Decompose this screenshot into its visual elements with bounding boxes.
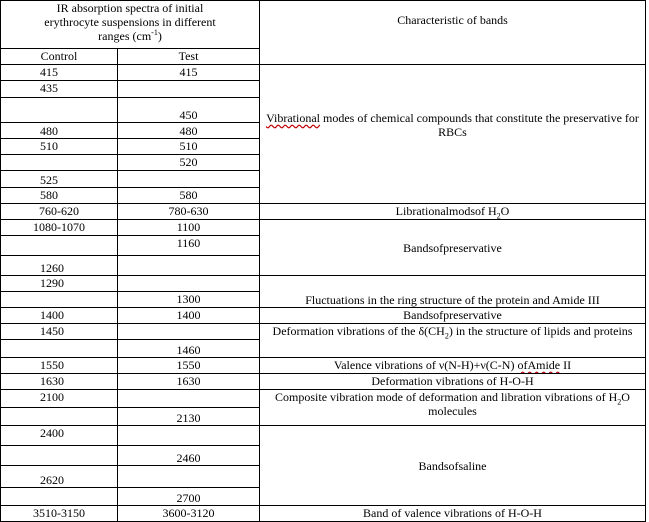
control-value: 1400	[1, 308, 118, 324]
characteristic-composite-vibration: Composite vibration mode of deformation and libration vibrations of $H_2O$ molecules	[260, 390, 646, 426]
control-value: 760-620	[1, 204, 118, 220]
test-value: 520	[118, 155, 260, 171]
table-row	[1, 506, 646, 522]
characteristic-valence-hoh: Band of valence vibrations of H-O-H	[260, 506, 646, 522]
spectra-title-line2: erythrocyte suspensions in different	[44, 15, 216, 29]
table-row	[1, 324, 646, 340]
test-value: 1160	[118, 236, 260, 256]
characteristic-bands-preservative: Bandsofpreservative	[260, 220, 646, 276]
characteristic-header: Characteristic of bands	[260, 1, 646, 65]
control-value	[1, 155, 118, 171]
control-value: 1290	[1, 276, 118, 292]
table-row	[1, 220, 646, 236]
test-value: 480	[118, 123, 260, 139]
control-value: 2400	[1, 426, 118, 446]
test-value: 1300	[118, 292, 260, 308]
table-row	[1, 204, 646, 220]
control-value: 2620	[1, 466, 118, 488]
control-value: 580	[1, 188, 118, 204]
control-value: 3510-3150	[1, 506, 118, 522]
table-row	[1, 65, 646, 81]
test-value: 1400	[118, 308, 260, 324]
characteristic-bands-preservative-2: Bandsofpreservative	[260, 308, 646, 324]
table-row	[1, 426, 646, 446]
spectra-header-cell	[1, 1, 260, 49]
test-value	[118, 324, 260, 340]
control-value: 2100	[1, 390, 118, 408]
test-value: 510	[118, 139, 260, 155]
table-row	[1, 390, 646, 408]
test-value	[118, 276, 260, 292]
control-value: 1260	[1, 256, 118, 276]
control-value: 1450	[1, 324, 118, 340]
control-value: 1080-1070	[1, 220, 118, 236]
table-row	[1, 308, 646, 324]
test-value: 2130	[118, 408, 260, 426]
control-header: Control	[1, 49, 118, 65]
table-header-row	[1, 1, 646, 49]
characteristic-bands-saline: Bandsofsaline	[260, 426, 646, 506]
test-value: 780-630	[118, 204, 260, 220]
control-value: 1550	[1, 358, 118, 374]
control-value	[1, 408, 118, 426]
characteristic-deformation-hoh: Deformation vibrations of H-O-H	[260, 374, 646, 390]
characteristic-preservative-rbc: Vibrational modes of chemical compounds that constitute the preservative for RBCs	[260, 65, 646, 204]
test-value	[118, 171, 260, 188]
characteristic-librational: Librationalmodsof $H_2O$	[260, 204, 646, 220]
spellcheck-underlined-word: ofAmide	[517, 358, 561, 372]
characteristic-valence-amide: Valence vibrations of ν(N-H)+ν(C-N) ofAmide II	[260, 358, 646, 374]
test-value	[118, 256, 260, 276]
table-row	[1, 276, 646, 292]
control-value: 1630	[1, 374, 118, 390]
table-row	[1, 374, 646, 390]
control-value	[1, 98, 118, 123]
spectra-title-line1: IR absorption spectra of initial	[56, 1, 204, 15]
test-value: 580	[118, 188, 260, 204]
control-value: 415	[1, 65, 118, 81]
characteristic-deformation-ch2: Deformation vibrations of the $\delta(CH_2)$ in the structure of lipids and proteins	[260, 324, 646, 358]
control-value	[1, 236, 118, 256]
test-value	[118, 466, 260, 488]
control-value	[1, 446, 118, 466]
test-value	[118, 426, 260, 446]
test-value: 3600-3120	[118, 506, 260, 522]
test-value	[118, 81, 260, 98]
control-value	[1, 340, 118, 358]
test-value: 2700	[118, 488, 260, 506]
test-value: 1630	[118, 374, 260, 390]
test-value: 1550	[118, 358, 260, 374]
test-value: 1100	[118, 220, 260, 236]
test-value: 1460	[118, 340, 260, 358]
test-value: 450	[118, 98, 260, 123]
test-value: 415	[118, 65, 260, 81]
control-value	[1, 292, 118, 308]
control-value	[1, 488, 118, 506]
control-value: 435	[1, 81, 118, 98]
characteristic-ring-structure: Fluctuations in the ring structure of the protein and Amide III	[260, 276, 646, 308]
control-value: 510	[1, 139, 118, 155]
table-row	[1, 358, 646, 374]
control-value: 480	[1, 123, 118, 139]
control-value: 525	[1, 171, 118, 188]
spellcheck-underlined-word: Vibrational	[266, 111, 321, 125]
test-header: Test	[118, 49, 260, 65]
test-value	[118, 390, 260, 408]
test-value: 2460	[118, 446, 260, 466]
spectra-title-line3: ranges $(cm^{-1})$	[98, 28, 162, 43]
